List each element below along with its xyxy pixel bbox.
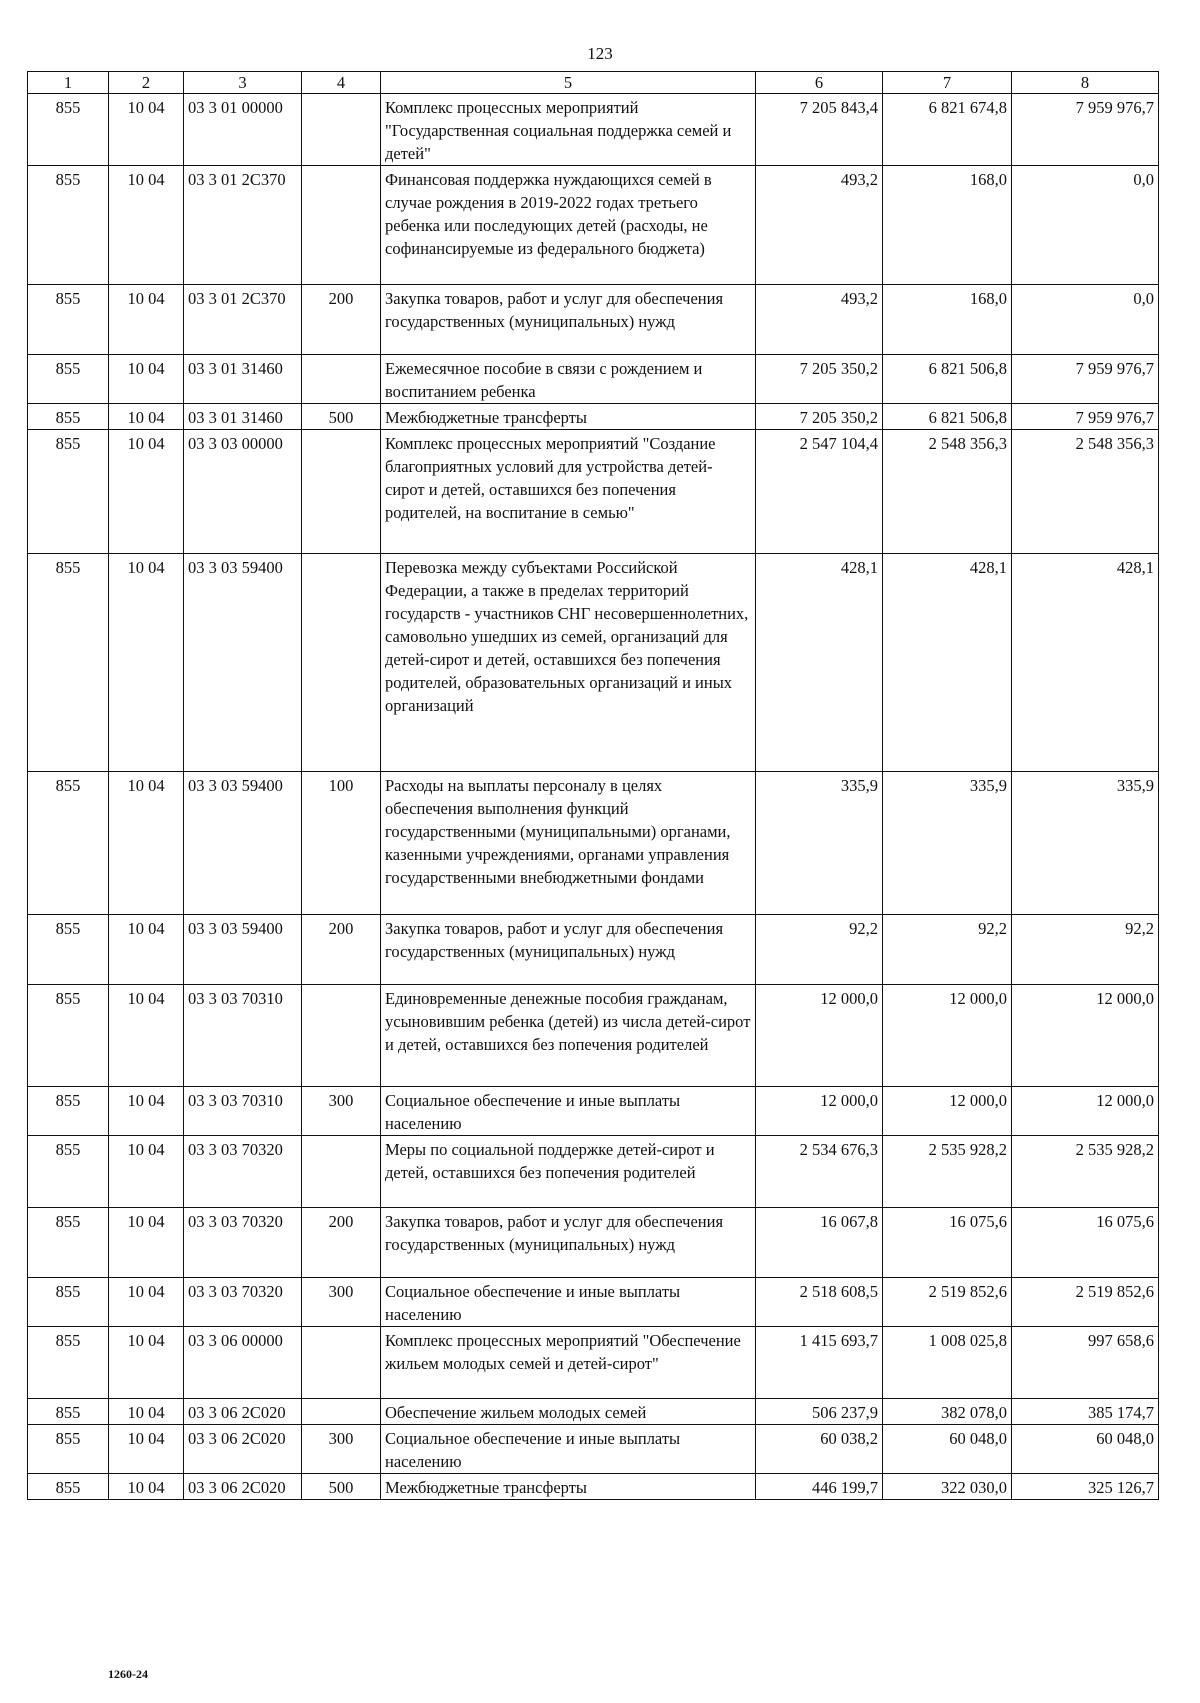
column-header: 8 (1012, 72, 1159, 94)
amount-2026-cell: 325 126,7 (1012, 1474, 1159, 1500)
amount-2026-cell: 12 000,0 (1012, 985, 1159, 1087)
amount-2024-cell: 493,2 (756, 285, 883, 355)
amount-2026-cell: 16 075,6 (1012, 1208, 1159, 1278)
amount-2024-cell: 16 067,8 (756, 1208, 883, 1278)
document-code: 1260-24 (108, 1667, 148, 1681)
table-row (28, 915, 1159, 985)
expense-type-cell (302, 430, 381, 554)
description-cell: Финансовая поддержка нуждающихся семей в случае рождения в 2019-2022 годах третьего ребенка или последующих детей (расходы, не софинансируемые из федерального бюджета) (381, 166, 756, 285)
section-code-cell: 10 04 (109, 915, 184, 985)
amount-2026-cell: 428,1 (1012, 554, 1159, 772)
target-article-cell: 03 3 03 59400 (184, 915, 302, 985)
table-row (28, 1425, 1159, 1474)
amount-2025-cell: 6 821 674,8 (883, 94, 1012, 166)
description-cell: Комплекс процессных мероприятий "Государственная социальная поддержка семей и детей" (381, 94, 756, 166)
amount-2026-cell: 7 959 976,7 (1012, 94, 1159, 166)
table-row (28, 1087, 1159, 1136)
column-header: 5 (381, 72, 756, 94)
amount-2025-cell: 16 075,6 (883, 1208, 1012, 1278)
expense-type-cell: 500 (302, 1474, 381, 1500)
amount-2025-cell: 12 000,0 (883, 985, 1012, 1087)
amount-2024-cell: 12 000,0 (756, 985, 883, 1087)
target-article-cell: 03 3 01 00000 (184, 94, 302, 166)
admin-code-cell: 855 (28, 554, 109, 772)
target-article-cell: 03 3 03 70310 (184, 985, 302, 1087)
column-header: 3 (184, 72, 302, 94)
amount-2025-cell: 12 000,0 (883, 1087, 1012, 1136)
amount-2024-cell: 7 205 843,4 (756, 94, 883, 166)
expense-type-cell: 200 (302, 285, 381, 355)
amount-2024-cell: 335,9 (756, 772, 883, 915)
amount-2025-cell: 60 048,0 (883, 1425, 1012, 1474)
table-row (28, 404, 1159, 430)
target-article-cell: 03 3 03 59400 (184, 772, 302, 915)
section-code-cell: 10 04 (109, 554, 184, 772)
amount-2026-cell: 60 048,0 (1012, 1425, 1159, 1474)
admin-code-cell: 855 (28, 430, 109, 554)
expense-type-cell: 200 (302, 1208, 381, 1278)
table-row (28, 772, 1159, 915)
section-code-cell: 10 04 (109, 285, 184, 355)
admin-code-cell: 855 (28, 1087, 109, 1136)
description-cell: Расходы на выплаты персоналу в целях обеспечения выполнения функций государственными (муниципальными) органами, казенными учреждениями, органами управления государственными внебюджетными фондами (381, 772, 756, 915)
table-row (28, 355, 1159, 404)
section-code-cell: 10 04 (109, 1474, 184, 1500)
amount-2025-cell: 168,0 (883, 285, 1012, 355)
table-row (28, 1474, 1159, 1500)
section-code-cell: 10 04 (109, 772, 184, 915)
amount-2024-cell: 2 518 608,5 (756, 1278, 883, 1327)
target-article-cell: 03 3 06 00000 (184, 1327, 302, 1399)
column-header: 2 (109, 72, 184, 94)
admin-code-cell: 855 (28, 355, 109, 404)
column-header: 4 (302, 72, 381, 94)
table-header-row (28, 72, 1159, 94)
page-number: 123 (587, 44, 613, 63)
section-code-cell: 10 04 (109, 1087, 184, 1136)
expense-type-cell (302, 355, 381, 404)
expense-type-cell: 200 (302, 915, 381, 985)
target-article-cell: 03 3 03 00000 (184, 430, 302, 554)
amount-2025-cell: 335,9 (883, 772, 1012, 915)
table-row (28, 166, 1159, 285)
admin-code-cell: 855 (28, 772, 109, 915)
amount-2024-cell: 2 547 104,4 (756, 430, 883, 554)
amount-2025-cell: 6 821 506,8 (883, 355, 1012, 404)
expense-type-cell (302, 1327, 381, 1399)
table-row (28, 1278, 1159, 1327)
description-cell: Закупка товаров, работ и услуг для обеспечения государственных (муниципальных) нужд (381, 285, 756, 355)
budget-table (27, 71, 1159, 1500)
description-cell: Межбюджетные трансферты (381, 1474, 756, 1500)
amount-2025-cell: 322 030,0 (883, 1474, 1012, 1500)
target-article-cell: 03 3 01 2С370 (184, 166, 302, 285)
amount-2024-cell: 2 534 676,3 (756, 1136, 883, 1208)
section-code-cell: 10 04 (109, 1327, 184, 1399)
description-cell: Перевозка между субъектами Российской Федерации, а также в пределах территорий государств - участников СНГ несовершеннолетних, самовольно ушедших из семей, организаций для детей-сирот и детей, оставшихся без попечения родителей, образовательных организаций и иных организаций (381, 554, 756, 772)
amount-2024-cell: 1 415 693,7 (756, 1327, 883, 1399)
expense-type-cell: 100 (302, 772, 381, 915)
amount-2026-cell: 7 959 976,7 (1012, 404, 1159, 430)
amount-2024-cell: 506 237,9 (756, 1399, 883, 1425)
amount-2025-cell: 168,0 (883, 166, 1012, 285)
table-row (28, 1208, 1159, 1278)
description-cell: Единовременные денежные пособия гражданам, усыновившим ребенка (детей) из числа детей-сирот и детей, оставшихся без попечения родителей (381, 985, 756, 1087)
amount-2025-cell: 2 548 356,3 (883, 430, 1012, 554)
column-header: 1 (28, 72, 109, 94)
amount-2024-cell: 7 205 350,2 (756, 355, 883, 404)
admin-code-cell: 855 (28, 1278, 109, 1327)
admin-code-cell: 855 (28, 285, 109, 355)
amount-2026-cell: 335,9 (1012, 772, 1159, 915)
target-article-cell: 03 3 03 70320 (184, 1278, 302, 1327)
amount-2024-cell: 446 199,7 (756, 1474, 883, 1500)
amount-2026-cell: 2 548 356,3 (1012, 430, 1159, 554)
table-row (28, 94, 1159, 166)
expense-type-cell (302, 94, 381, 166)
amount-2025-cell: 2 519 852,6 (883, 1278, 1012, 1327)
amount-2026-cell: 2 519 852,6 (1012, 1278, 1159, 1327)
amount-2025-cell: 92,2 (883, 915, 1012, 985)
target-article-cell: 03 3 01 2С370 (184, 285, 302, 355)
description-cell: Социальное обеспечение и иные выплаты населению (381, 1425, 756, 1474)
section-code-cell: 10 04 (109, 985, 184, 1087)
admin-code-cell: 855 (28, 94, 109, 166)
section-code-cell: 10 04 (109, 355, 184, 404)
table-row (28, 430, 1159, 554)
expense-type-cell: 300 (302, 1087, 381, 1136)
amount-2026-cell: 7 959 976,7 (1012, 355, 1159, 404)
amount-2026-cell: 997 658,6 (1012, 1327, 1159, 1399)
expense-type-cell (302, 1136, 381, 1208)
target-article-cell: 03 3 03 70320 (184, 1208, 302, 1278)
table-row (28, 1136, 1159, 1208)
admin-code-cell: 855 (28, 1136, 109, 1208)
description-cell: Комплекс процессных мероприятий "Создание благоприятных условий для устройства детей-сирот и детей, оставшихся без попечения родителей, на воспитание в семью" (381, 430, 756, 554)
amount-2025-cell: 6 821 506,8 (883, 404, 1012, 430)
description-cell: Обеспечение жильем молодых семей (381, 1399, 756, 1425)
admin-code-cell: 855 (28, 1208, 109, 1278)
amount-2026-cell: 12 000,0 (1012, 1087, 1159, 1136)
expense-type-cell: 300 (302, 1278, 381, 1327)
description-cell: Социальное обеспечение и иные выплаты населению (381, 1087, 756, 1136)
section-code-cell: 10 04 (109, 1208, 184, 1278)
admin-code-cell: 855 (28, 1425, 109, 1474)
target-article-cell: 03 3 06 2С020 (184, 1425, 302, 1474)
target-article-cell: 03 3 06 2С020 (184, 1399, 302, 1425)
table-row (28, 285, 1159, 355)
expense-type-cell (302, 985, 381, 1087)
table-row (28, 985, 1159, 1087)
amount-2024-cell: 60 038,2 (756, 1425, 883, 1474)
target-article-cell: 03 3 03 59400 (184, 554, 302, 772)
target-article-cell: 03 3 01 31460 (184, 404, 302, 430)
amount-2026-cell: 2 535 928,2 (1012, 1136, 1159, 1208)
description-cell: Закупка товаров, работ и услуг для обеспечения государственных (муниципальных) нужд (381, 1208, 756, 1278)
table-row (28, 1327, 1159, 1399)
section-code-cell: 10 04 (109, 430, 184, 554)
amount-2025-cell: 2 535 928,2 (883, 1136, 1012, 1208)
target-article-cell: 03 3 03 70320 (184, 1136, 302, 1208)
section-code-cell: 10 04 (109, 94, 184, 166)
expense-type-cell (302, 1399, 381, 1425)
amount-2026-cell: 0,0 (1012, 166, 1159, 285)
amount-2024-cell: 92,2 (756, 915, 883, 985)
target-article-cell: 03 3 06 2С020 (184, 1474, 302, 1500)
admin-code-cell: 855 (28, 404, 109, 430)
section-code-cell: 10 04 (109, 404, 184, 430)
table-row (28, 1399, 1159, 1425)
amount-2026-cell: 92,2 (1012, 915, 1159, 985)
admin-code-cell: 855 (28, 1327, 109, 1399)
section-code-cell: 10 04 (109, 166, 184, 285)
expense-type-cell: 500 (302, 404, 381, 430)
amount-2025-cell: 1 008 025,8 (883, 1327, 1012, 1399)
admin-code-cell: 855 (28, 1474, 109, 1500)
target-article-cell: 03 3 01 31460 (184, 355, 302, 404)
amount-2026-cell: 0,0 (1012, 285, 1159, 355)
amount-2024-cell: 12 000,0 (756, 1087, 883, 1136)
expense-type-cell (302, 554, 381, 772)
description-cell: Ежемесячное пособие в связи с рождением и воспитанием ребенка (381, 355, 756, 404)
admin-code-cell: 855 (28, 985, 109, 1087)
amount-2025-cell: 382 078,0 (883, 1399, 1012, 1425)
section-code-cell: 10 04 (109, 1136, 184, 1208)
table-row (28, 554, 1159, 772)
section-code-cell: 10 04 (109, 1278, 184, 1327)
section-code-cell: 10 04 (109, 1425, 184, 1474)
admin-code-cell: 855 (28, 915, 109, 985)
amount-2025-cell: 428,1 (883, 554, 1012, 772)
admin-code-cell: 855 (28, 166, 109, 285)
description-cell: Социальное обеспечение и иные выплаты населению (381, 1278, 756, 1327)
amount-2026-cell: 385 174,7 (1012, 1399, 1159, 1425)
expense-type-cell (302, 166, 381, 285)
amount-2024-cell: 428,1 (756, 554, 883, 772)
column-header: 7 (883, 72, 1012, 94)
column-header: 6 (756, 72, 883, 94)
amount-2024-cell: 7 205 350,2 (756, 404, 883, 430)
description-cell: Межбюджетные трансферты (381, 404, 756, 430)
target-article-cell: 03 3 03 70310 (184, 1087, 302, 1136)
description-cell: Комплекс процессных мероприятий "Обеспечение жильем молодых семей и детей-сирот" (381, 1327, 756, 1399)
description-cell: Меры по социальной поддержке детей-сирот и детей, оставшихся без попечения родителей (381, 1136, 756, 1208)
section-code-cell: 10 04 (109, 1399, 184, 1425)
description-cell: Закупка товаров, работ и услуг для обеспечения государственных (муниципальных) нужд (381, 915, 756, 985)
expense-type-cell: 300 (302, 1425, 381, 1474)
amount-2024-cell: 493,2 (756, 166, 883, 285)
admin-code-cell: 855 (28, 1399, 109, 1425)
